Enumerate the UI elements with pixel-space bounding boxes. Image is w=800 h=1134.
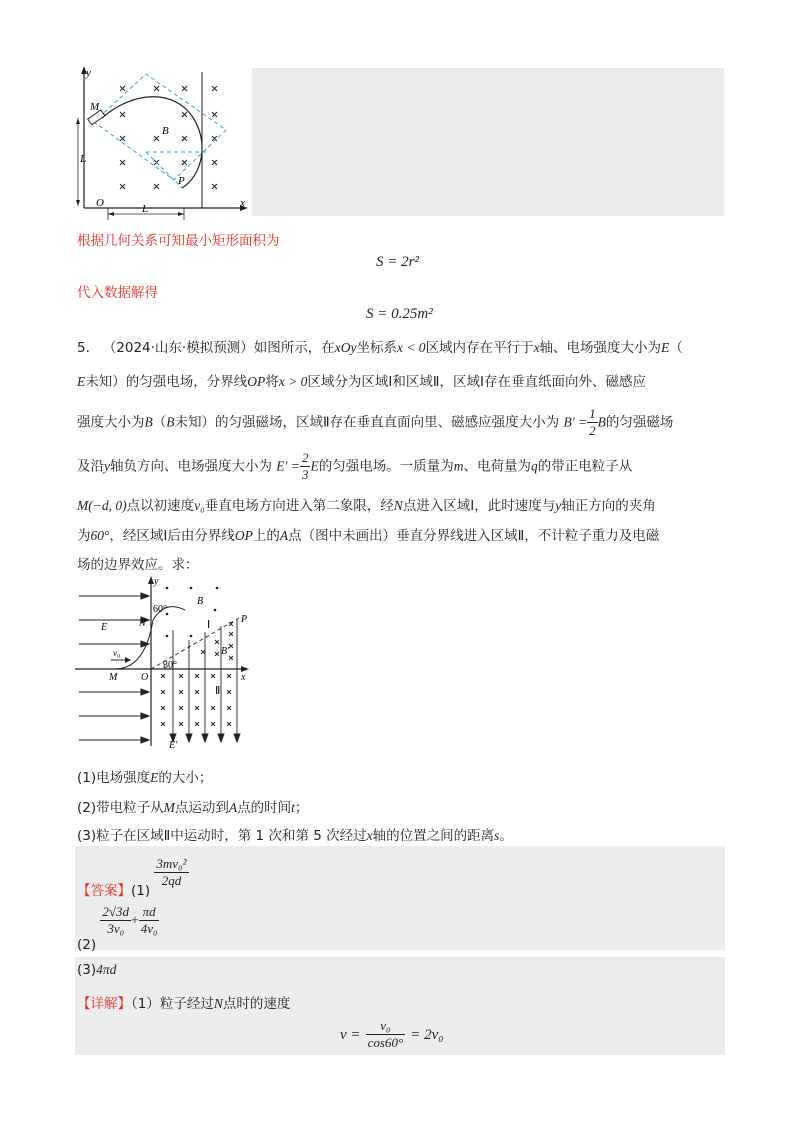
fig1-L-horiz-label: L [142,203,149,215]
svg-text:N: N [139,618,146,629]
svg-text:B′: B′ [221,646,230,657]
svg-text:O: O [141,672,149,683]
svg-text:v₀: v₀ [113,648,121,658]
problem-line-4: 及沿y轴负方向、电场强度大小为 E′ = $\frac{2}{3}$ E的匀强电场。一质量为m、电荷量为q的带正电粒子从 [77,450,633,482]
figure2 [75,574,255,750]
answer-1: 【答案】(1) $\frac{\text{3mv₀²}}{2qd}$ [77,856,187,899]
problem-line-7: 场的边界效应。求： [77,557,199,573]
question-3: (3)粒子在区域Ⅱ中运动时，第 1 次和第 5 次经过x轴的位置之间的距离s。 [77,828,513,844]
detail-equation: v = $\frac{\text{v₀}}{\cos 60^\circ}$ = 2v₀ [340,1018,444,1050]
figure1 [74,60,254,220]
equation-S1: S = 2r² [376,254,419,270]
fig1-y-label: y [86,67,91,79]
fig1-L-vert-label: L [80,153,87,165]
svg-text:E′: E′ [169,740,178,750]
answer-3: (3)4πd [77,962,117,978]
detail-line: 【详解】（1）粒子经过N点时的速度 [77,996,291,1012]
geom-note-1: 根据几何关系可知最小矩形面积为 [77,233,280,249]
problem-line-1: 5. （2024·山东·模拟预测）如图所示，在xOy坐标系x < 0区域内存在平行于x轴、电场强度大小为E（ [77,340,683,356]
fig1-O-label: O [96,197,104,209]
geom-note-2: 代入数据解得 [77,285,158,301]
fig1-x-label: x [240,197,245,209]
fig1-M-label: M [90,101,100,113]
svg-text:M: M [109,672,118,683]
equation-S2: S = 0.25m² [366,306,433,322]
svg-text:60°: 60° [153,604,167,615]
problem-line-6: 为60°，经区域Ⅰ后由分界线OP上的A点（图中未画出）垂直分界线进入区域Ⅱ，不计粒子重力及电磁 [77,528,660,544]
svg-text:y: y [154,576,159,587]
problem-line-3: 强度大小为B（B未知）的匀强磁场，区域Ⅱ存在垂直直面向里、磁感应强度大小为 B′ = $\frac{1}{2}$ B的匀强磁场 [77,406,674,438]
question-2: (2)带电粒子从M点运动到A点的时间t； [77,800,309,816]
figure1-panel [252,68,724,216]
svg-text:E: E [101,622,108,633]
problem-line-5: M(−d, 0)点以初速度v₀垂直电场方向进入第二象限，经N点进入区域Ⅰ，此时速度与y轴正方向的夹角 [77,498,656,514]
question-1: (1)电场强度E的大小； [77,770,213,786]
svg-text:P: P [241,614,248,625]
svg-text:x: x [241,672,246,683]
fig1-P-label: P [178,175,185,187]
svg-text:Ⅰ: Ⅰ [207,619,211,631]
svg-text:B: B [197,596,204,607]
svg-text:Ⅱ: Ⅱ [215,685,221,697]
fig1-B-label: B [162,125,169,137]
problem-line-2: E未知）的匀强电场，分界线OP将x > 0区域分为区域Ⅰ和区域Ⅱ，区域Ⅰ存在垂直纸面向外、磁感应 [77,374,646,390]
svg-text:30°: 30° [163,660,177,671]
answer-2: (2) $\frac{2√3d}{\text{3v₀}}$ + $\frac{\pi d}{\text{4v₀}}$ [77,904,158,953]
